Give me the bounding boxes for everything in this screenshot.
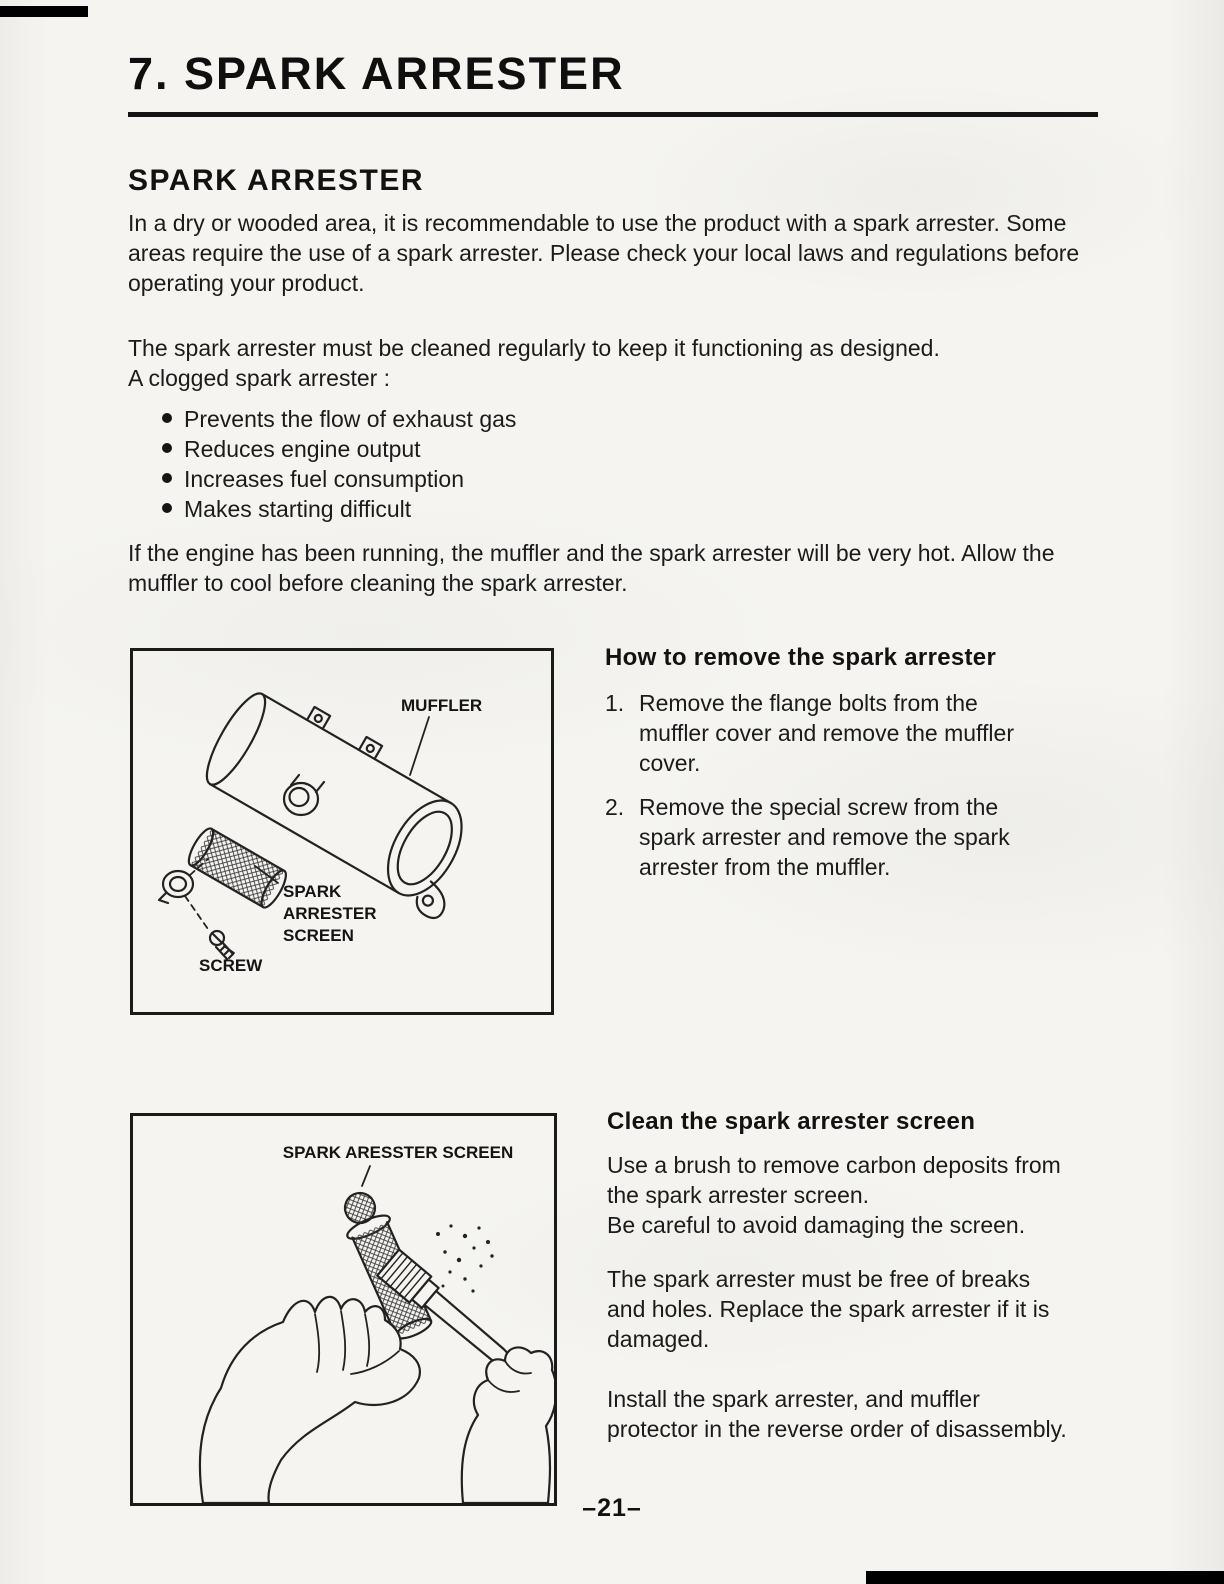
page-number: –21– — [582, 1494, 642, 1522]
figure1-screen-label-line2: ARRESTER — [283, 904, 377, 923]
spark-arrester-screen-drawing — [184, 825, 290, 910]
bullet-text: Increases fuel consumption — [184, 466, 464, 492]
list-item — [605, 688, 1075, 778]
figure-muffler-exploded — [130, 648, 554, 1015]
figure1-screen-label-line3: SCREEN — [283, 926, 354, 945]
bullet-icon — [162, 413, 172, 423]
figure-cleaning-screen — [130, 1113, 557, 1506]
muffler-exploded-diagram — [133, 651, 551, 1012]
remove-section-heading: How to remove the spark arrester — [605, 644, 997, 671]
section-heading: SPARK ARRESTER — [128, 164, 425, 197]
hot-muffler-warning: If the engine has been running, the muffler and the spark arrester will be very hot. Allow the muffler to cool before cleaning the spark arrester. — [128, 540, 1055, 596]
title-underline — [128, 112, 1098, 117]
maintenance-line-1: The spark arrester must be cleaned regularly to keep it functioning as designed. — [128, 335, 940, 361]
clean-paragraph-1 — [607, 1150, 1073, 1240]
screw-drawing — [210, 931, 233, 959]
bullet-text: Makes starting difficult — [184, 496, 412, 522]
bullet-icon — [162, 503, 172, 513]
scan-registration-mark-top — [0, 6, 88, 17]
hands-brushing-screen-diagram — [133, 1116, 554, 1503]
screen-label-leader-line — [362, 1166, 370, 1186]
list-item — [162, 464, 516, 494]
step-text: Remove the special screw from the spark arrester and remove the spark arrester from the muffler. — [639, 794, 1010, 880]
figure1-muffler-label: MUFFLER — [401, 696, 483, 715]
figure1-screw-label: SCREW — [199, 956, 263, 975]
assembly-axis-line — [185, 896, 210, 932]
list-item — [605, 792, 1075, 882]
outlet-pipe-drawing — [284, 775, 324, 815]
intro-paragraph: In a dry or wooded area, it is recommendable to use the product with a spark arrester. Some areas require the use of a spark arrester. Please check your local laws and regulations before operating your product. — [128, 210, 1080, 296]
figure2-screen-label: SPARK ARESSTER SCREEN — [282, 1143, 514, 1162]
list-item — [162, 494, 516, 524]
carbon-debris-dots — [436, 1224, 494, 1292]
right-hand-drawing — [462, 1347, 554, 1503]
maintenance-paragraph — [128, 333, 1090, 393]
list-item — [162, 404, 516, 434]
bullet-icon — [162, 443, 172, 453]
figure1-screen-label-line1: SPARK — [283, 882, 342, 901]
clean-paragraph-1-line1: Use a brush to remove carbon deposits from the spark arrester screen. — [607, 1152, 1061, 1208]
clean-paragraph-2: The spark arrester must be free of breaks and holes. Replace the spark arrester if it is damaged. — [607, 1266, 1050, 1352]
clean-paragraph-3: Install the spark arrester, and muffler protector in the reverse order of disassembly. — [607, 1386, 1067, 1442]
list-item — [162, 434, 516, 464]
step-number: 1. — [605, 690, 625, 716]
scan-registration-mark-bottom — [866, 1571, 1224, 1584]
bullet-icon — [162, 473, 172, 483]
clamp-drawing — [159, 871, 193, 903]
clean-section-heading: Clean the spark arrester screen — [607, 1108, 976, 1135]
left-hand-drawing — [200, 1297, 420, 1503]
maintenance-line-2: A clogged spark arrester : — [128, 365, 391, 391]
step-number: 2. — [605, 794, 625, 820]
clean-paragraph-1-line2: Be careful to avoid damaging the screen. — [607, 1212, 1026, 1238]
bullet-text: Reduces engine output — [184, 436, 421, 462]
bullet-text: Prevents the flow of exhaust gas — [184, 406, 517, 432]
clogged-effects-list — [162, 404, 516, 524]
remove-steps-list — [605, 688, 1075, 896]
step-text: Remove the flange bolts from the muffler cover and remove the muffler cover. — [639, 690, 1014, 776]
page-title: 7. SPARK ARRESTER — [128, 48, 625, 99]
muffler-label-leader-line — [410, 717, 429, 775]
